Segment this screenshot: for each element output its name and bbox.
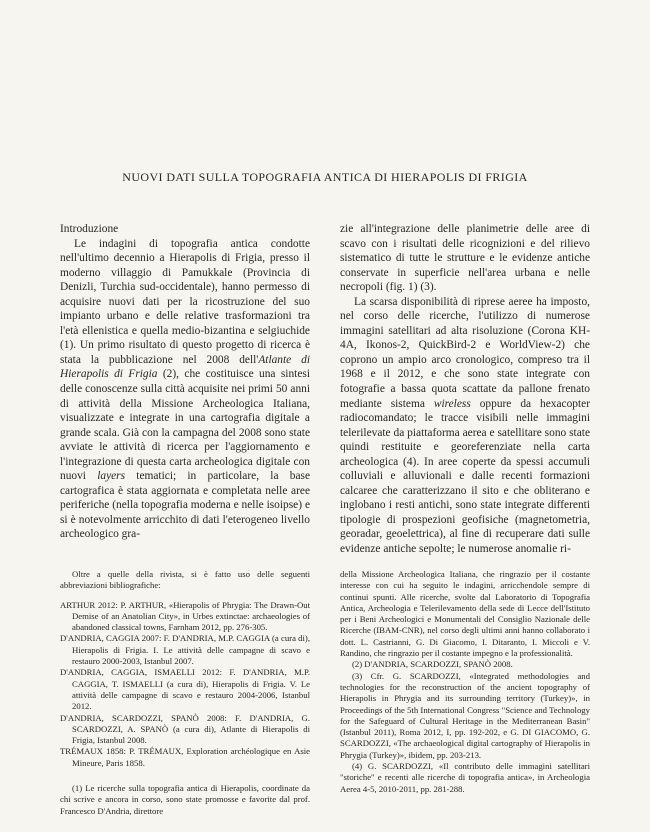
paragraph-continued: zie all'integrazione delle planimetrie delle aree di scavo con i risultati delle ricognizioni e del rilievo sistematico di tutte le strutture e le evidenze antiche conservate in superficie nell'area urbana e nelle necropoli (fig. 1) (3). [340,223,590,294]
reference-entry: TRÉMAUX 1858: P. TRÉMAUX, Exploration archéologique en Asie Mineure, Paris 1858. [60,746,310,768]
reference-entry: ARTHUR 2012: P. ARTHUR, «Hierapolis of Phrygia: The Drawn-Out Demise of an Anatolian City», in Urbes extinctae: archaeologies of abandoned classical towns, Farnham 2012, pp. 276-305. [60,599,310,633]
reference-entry: D'ANDRIA, CAGGIA, ISMAELLI 2012: F. D'ANDRIA, M.P. CAGGIA, T. ISMAELLI (a cura di), Hierapolis di Frigia. V. Le attività delle campagne di scavo e restauro 2004-2006, Istanbul 2012. [60,667,310,712]
reference-entry: D'ANDRIA, SCARDOZZI, SPANÒ 2008: F. D'ANDRIA, G. SCARDOZZI, A. SPANÒ (a cura di), Atlante di Hierapolis di Frigia, Istanbul 2008. [60,712,310,746]
reference-entry: D'ANDRIA, CAGGIA 2007: F. D'ANDRIA, M.P. CAGGIA (a cura di), Hierapolis di Frigia. I. Le attività delle campagne di scavo e restauro 2000-2003, Istanbul 2007. [60,633,310,667]
article-title: NUOVI DATI SULLA TOPOGRAFIA ANTICA DI HIERAPOLIS DI FRIGIA [122,170,528,184]
body-column-right [340,222,590,557]
footnote-1: (1) Le ricerche sulla topografia antica di Hierapolis, coordinate da chi scrive e ancora in corso, sono state promosse e favorite dal prof. Francesco D'Andria, direttore [60,783,310,816]
footnote-3: (3) Cfr. G. SCARDOZZI, «Integrated methodologies and technologies for the reconstruction of the ancient topography of Hierapolis in Phrygia and its surrounding territory (Turkey)», in Proceedings of the 5th International Congress "Science and Technology for the Safeguard of Cultural Heritage in the Mediterranean Basin" (Istanbul 2011), Roma 2012, I, pp. 192-202, e G. DI GIACOMO, G. SCARDOZZI, «The archaeological digital cartography of Hierapolis in Phrygia (Turkey)», ibidem, pp. 203-213. [340,670,590,760]
text-run: La scarsa disponibilità di riprese aeree ha imposto, nel corso delle ricerche, l'utilizzo di numerose immagini satellitari ad alta risoluzione (Corona KH-4A, Ikonos-2, QuickBird-2 e WorldView-2) che coprono un ampio arco cronologico, compreso tra il 1968 e il 2012, e che sono state integrate con fotografie a bassa quota scattate da pallone frenato mediante sistema [340,295,590,410]
text-run: Le indagini di topografia antica condotte nell'ultimo decennio a Hierapolis di Frigia, presso il moderno villaggio di Pamukkale (Provincia di Denizli, Turchia sud-occidentale), hanno permesso di acquisire nuovi dati per la ricostruzione del suo impianto urbano e delle relative trasformazioni tra l'età ellenistica e quella medio-bizantina e selgiuchide (1). Un primo risultato di questo progetto di ricerca è stata la pubblicazione nel 2008 dell' [60,237,310,366]
abbreviations-intro: Oltre a quelle della rivista, si è fatto uso delle seguenti abbreviazioni bibliografiche: [60,569,310,591]
paragraph-intro [60,237,310,542]
italic-term: layers [97,470,126,483]
body-column-left [60,222,310,542]
italic-title: Atlante di Hierapolis di Frigia [60,353,310,381]
text-run: oppure da hexacopter radiocomandato; le tracce visibili nelle immagini telerilevate da piattaforma aerea e satellitare sono state quindi restituite e georeferenziate nella carta archeologica (4). In aree coperte da spessi accumuli colluviali e alluvionali e dalle recenti formazioni calcaree che caratterizzano il sito e che obliterano e inglobano i resti antichi, sono state integrate differenti tipologie di prospezioni geofisiche (magnetometria, georadar, geoelettrica), al fine di recuperare dati sulle evidenze antiche sepolte; le numerose anomalie ri- [340,397,590,556]
footnote-1-continued: della Missione Archeologica Italiana, che ringrazio per il costante interesse con cui ha seguito le indagini, arricchendole sempre di continui spunti. Alle ricerche, svolte dal Laboratorio di Topografia Antica, Archeologia e Telerilevamento della sede di Lecce dell'Istituto per i Beni Archeologici e Monumentali del Consiglio Nazionale delle Ricerche (IBAM-CNR), nel corso degli ultimi anni hanno collaborato i dott. L. Castrianni, G. Di Giacomo, I. Ditaranto, I. Miccoli e V. Randino, che ringrazio per il costante impegno e la professionalità. [340,569,590,659]
italic-term: wireless [433,397,471,410]
footnote-4: (4) G. SCARDOZZI, «Il contributo delle immagini satellitari "storiche" e recenti alle ricerche di topografia antica», in Archeologia Aerea 4-5, 2010-2011, pp. 281-288. [340,761,590,794]
paragraph-satellite [340,295,590,557]
section-heading: Introduzione [60,223,119,235]
notes-column-left [60,569,310,817]
text-run: tematici; in particolare, la base cartografica è stata aggiornata e completata nelle aree periferiche (nella topografia moderna e nelle isoipse) e si è notevolmente arricchito di dati l'eterogeneo livello archeologico gra- [60,470,311,541]
footnote-2: (2) D'ANDRIA, SCARDOZZI, SPANÒ 2008. [352,659,513,670]
text-run: (2), che costituisce una sintesi delle conoscenze sulla città acquisite nei primi 50 anni di attività della Missione Archeologica Italiana, visualizzate e integrate in una cartografia digitale a grande scala. Già con la campagna del 2008 sono state avviate le attività di ricerca per l'aggiornamento e l'integrazione di questa carta archeologica digitale con nuovi [60,368,310,483]
notes-column-right [340,569,590,795]
